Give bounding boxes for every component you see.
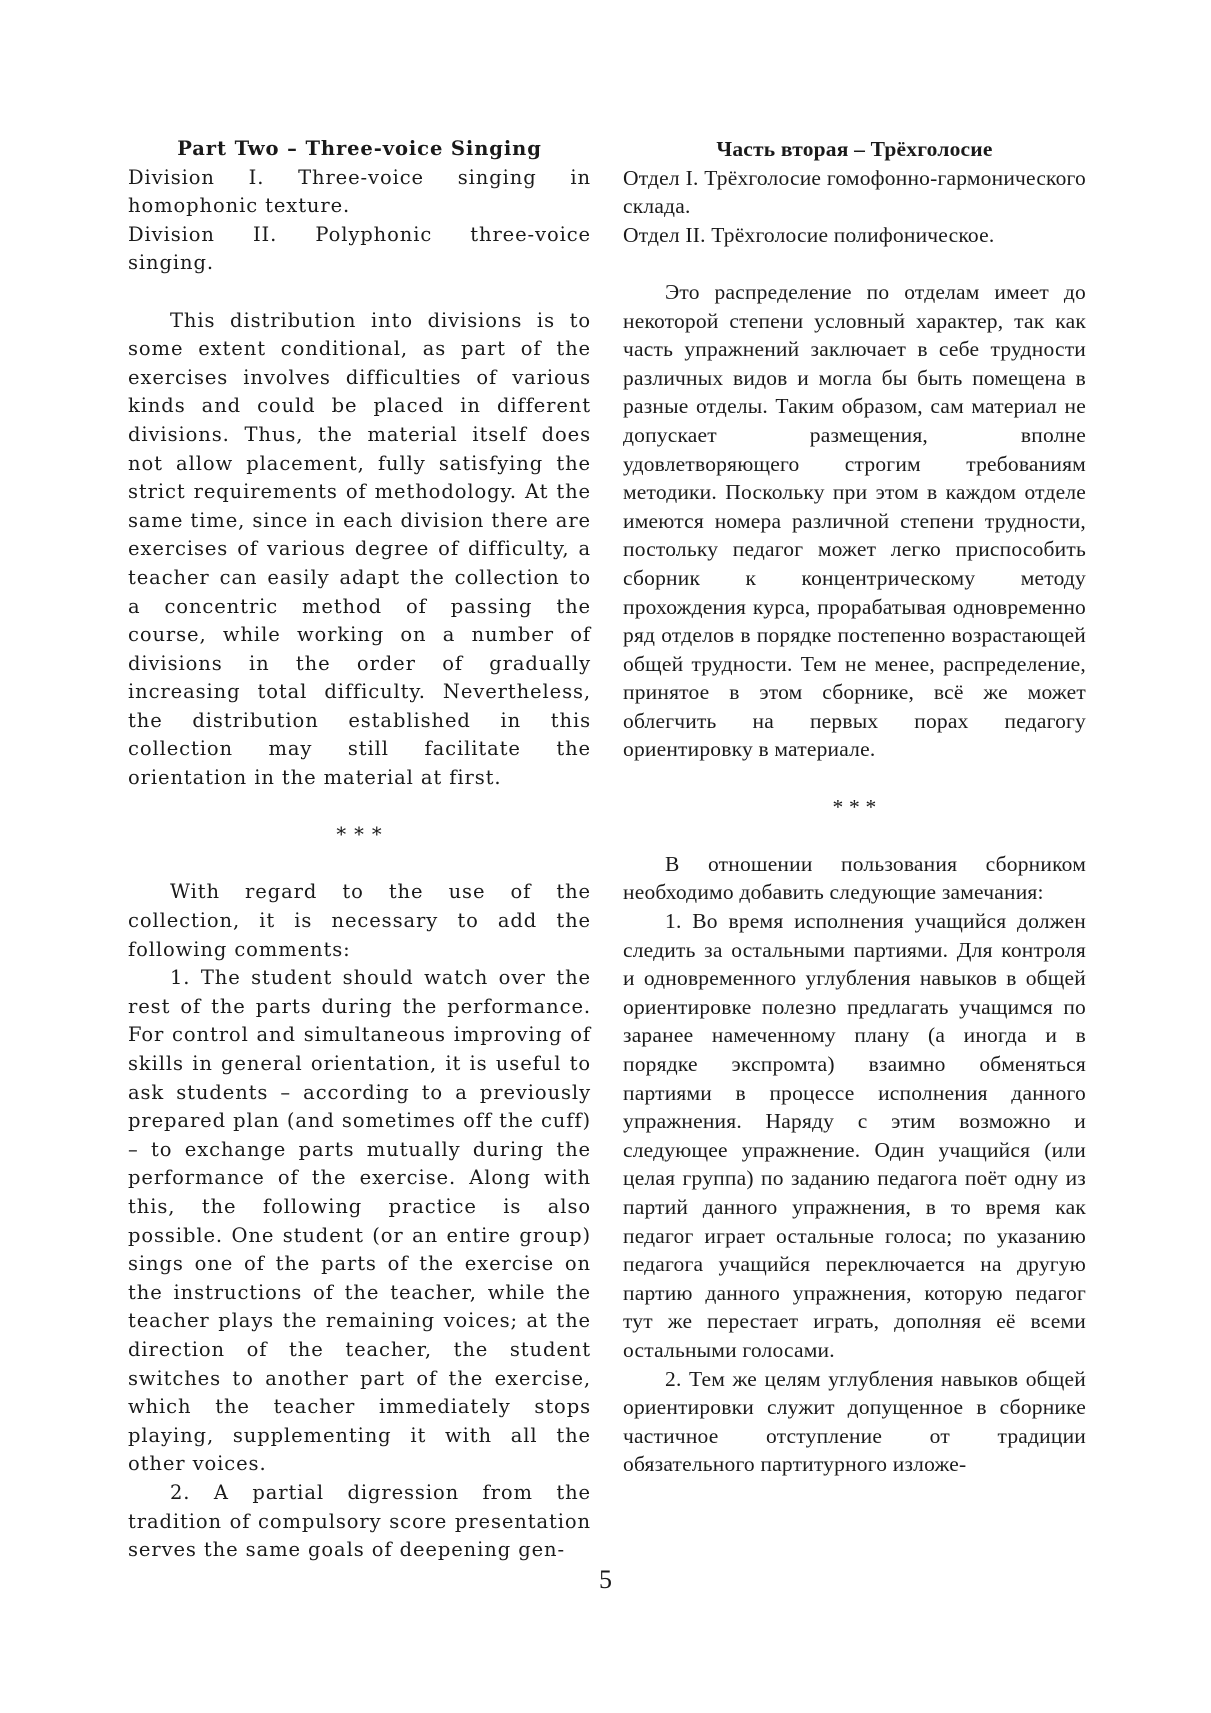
english-separator: * * * [336,823,383,847]
russian-item-1: 1. Во время исполнения учащийся должен следить за остальными партиями. Для контроля и одновременного углубления навыков в общей ориентировке полезно предлагать учащимся по заранее намеченному плану (а иногда и в порядке экспромта) взаимно обменяться партиями в процессе исполнения данного упражнения. Наряду с этим возможно и следующее упражнение. Один учащийся (или целая группа) по заданию педагога поёт одну из партий данного упражнения, в то время как педагог играет остальные голоса; по указанию педагога учащийся переключается на другую партию данного упражнения, которую педагог тут же перестает играть, дополняя её всеми остальными голосами. [623,909,1086,1362]
english-title: Part Two – Three-voice Singing [177,137,542,160]
english-item-1: 1. The student should watch over the rest of the parts during the performance. For control and simultaneous improving of skills in general orientation, it is useful to ask students – according to a previously prepared plan (and sometimes off the cuff) – to exchange parts mutually during the performance of the exercise. Along with this, the following practice is also possible. One student (or an entire group) sings one of the parts of the exercise on the instructions of the teacher, while the teacher plays the remaining voices; at the direction of the teacher, the student switches to another part of the exercise, which the teacher immediately stops playing, supplementing it with all the other voices. [128,966,591,1476]
english-paragraph-1: This distribution into divisions is to some extent conditional, as part of the exercises involves difficulties of various kinds and could be placed in different divisions. Thus, the material itself does not allow placement, fully satisfying the strict requirements of methodology. At the same time, since in each division there are exercises of various degree of difficulty, a teacher can easily adapt the collection to a concentric method of passing the course, while working on a number of divisions in the order of gradually increasing total difficulty. Nevertheless, the distribution established in this collection may still facilitate the orientation in the material at first. [128,308,591,790]
russian-column [623,135,1086,1479]
russian-item-2: 2. Тем же целям углубления навыков общей ориентировки служит допущенное в сборнике частичное отступление от традиции обязательного партитурного изложе- [623,1366,1086,1477]
english-column [128,135,591,1565]
english-division-1: Division I. Three-voice singing in homophonic texture. [128,165,591,218]
russian-separator: * * * [832,794,877,819]
russian-division-2: Отдел II. Трёхголосие полифоническое. [623,222,995,247]
english-paragraph-2: With regard to the use of the collection, it is necessary to add the following comments: [128,880,591,961]
english-division-2: Division II. Polyphonic three-voice singing. [128,222,591,275]
page-number: 5 [599,1565,612,1594]
russian-paragraph-1: Это распределение по отделам имеет до некоторой степени условный характер, так как часть упражнений заключает в себе трудности различных видов и могла бы быть помещена в разные отделы. Таким образом, сам материал не допускает размещения, вполне удовлетворяющего строгим требованиям методики. Поскольку при этом в каждом отделе имеются номера различной степени трудности, постольку педагог может легко приспособить сборник к концентрическому методу прохождения курса, прорабатывая одновременно ряд отделов в порядке постепенно возрастающей общей трудности. Тем не менее, распределение, принятое в этом сборнике, всё же может облегчить на первых порах педагогу ориентировку в материале. [623,279,1086,762]
russian-division-1: Отдел I. Трёхголосие гомофонно-гармонического склада. [623,165,1086,219]
english-item-2: 2. A partial digression from the tradition of compulsory score presentation serves the same goals of deepening gen- [128,1480,591,1562]
russian-paragraph-2: В отношении пользования сборником необходимо добавить следующие замечания: [623,851,1086,905]
russian-title: Часть вторая – Трёхголосие [716,137,993,161]
